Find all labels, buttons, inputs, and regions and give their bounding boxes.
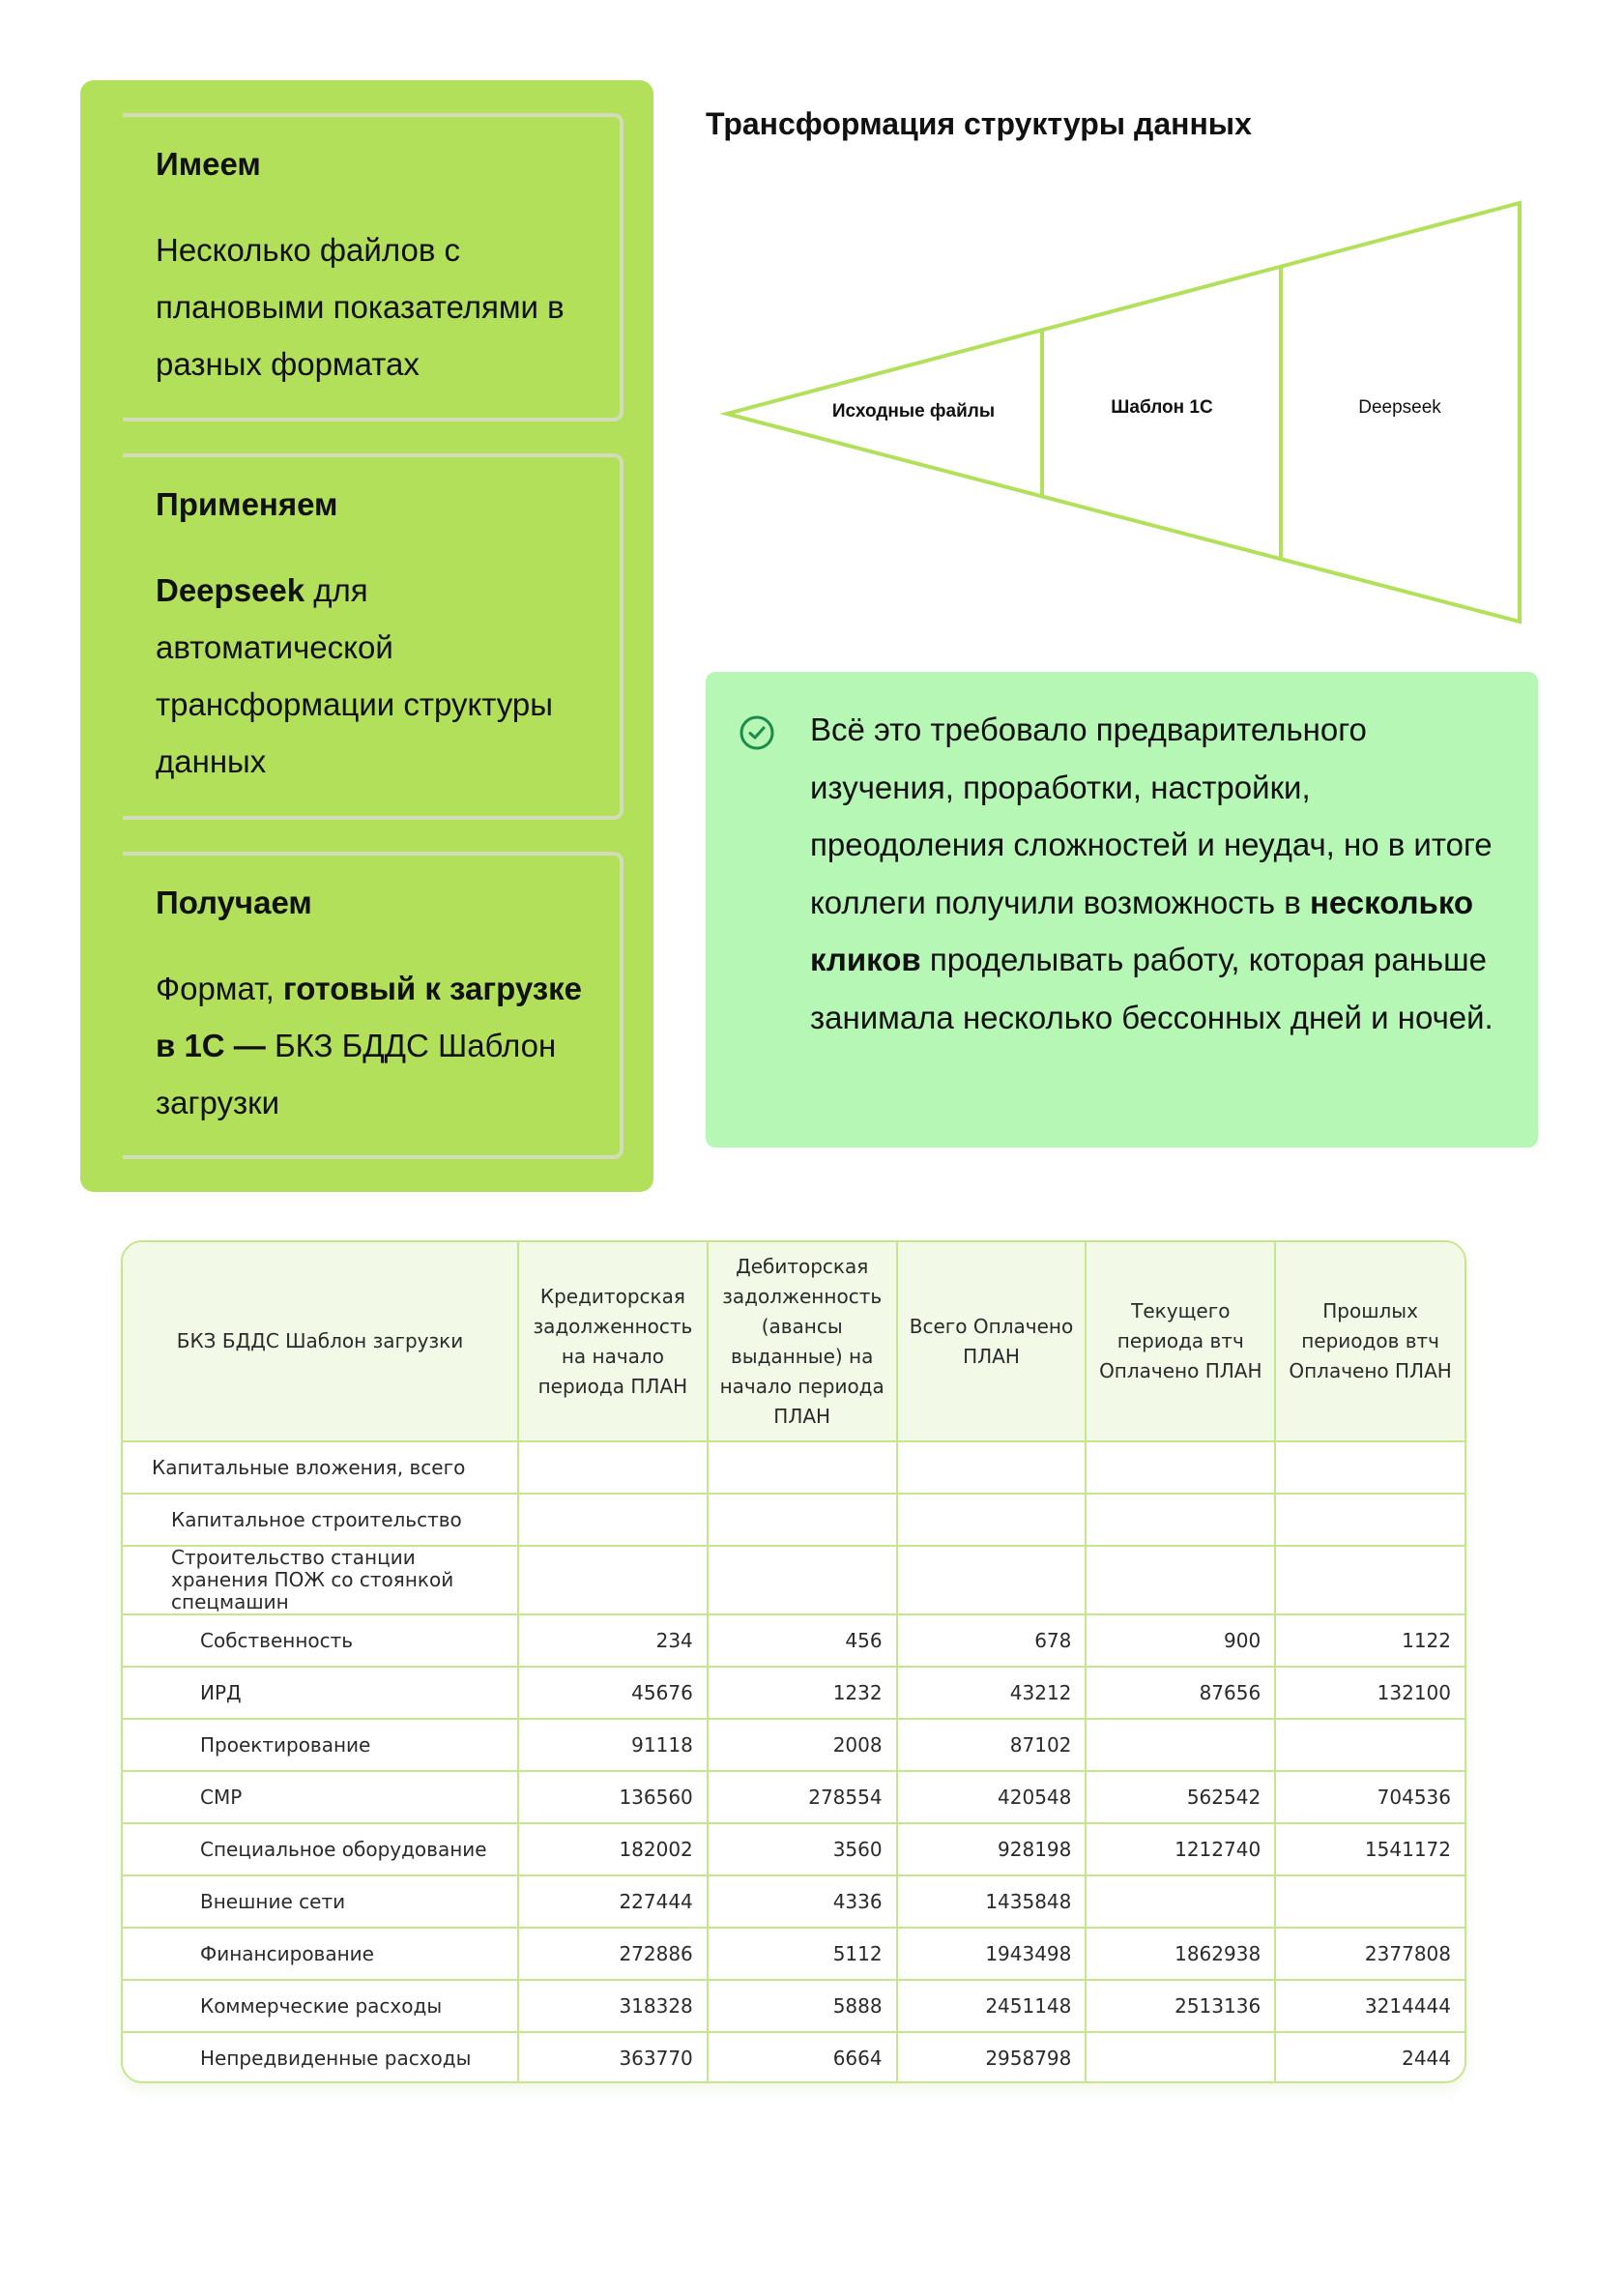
- cell: [708, 1441, 897, 1494]
- cell: 1435848: [897, 1875, 1087, 1928]
- cell: 87102: [897, 1719, 1087, 1771]
- cell: 928198: [897, 1823, 1087, 1875]
- cell: 278554: [708, 1771, 897, 1823]
- row-label: Собственность: [123, 1614, 518, 1667]
- cell: 1122: [1275, 1614, 1464, 1667]
- header-cell: Кредиторская задолженность на начало периода ПЛАН: [518, 1242, 708, 1441]
- cell: 363770: [518, 2032, 708, 2083]
- card-text: [156, 960, 600, 1131]
- row-label: Проектирование: [123, 1719, 518, 1771]
- row-label: Внешние сети: [123, 1875, 518, 1928]
- card-apply: [123, 453, 624, 820]
- left-summary-panel: [80, 80, 653, 1192]
- cell: 2377808: [1275, 1928, 1464, 1980]
- cell: [897, 1494, 1087, 1546]
- table-header-row: [123, 1242, 1464, 1441]
- table-row: [123, 1823, 1464, 1875]
- cell: 704536: [1275, 1771, 1464, 1823]
- row-label: Строительство станции хранения ПОЖ со стоянкой спецмашин: [123, 1546, 518, 1614]
- row-label: Капитальное строительство: [123, 1494, 518, 1546]
- cell: [1275, 1494, 1464, 1546]
- cell: 87656: [1086, 1667, 1275, 1719]
- cell: [708, 1494, 897, 1546]
- cell: 5112: [708, 1928, 897, 1980]
- card-text: [156, 562, 600, 790]
- cell: 6664: [708, 2032, 897, 2083]
- cell: 456: [708, 1614, 897, 1667]
- result-callout: [706, 672, 1538, 1148]
- cell: 4336: [708, 1875, 897, 1928]
- cell: 420548: [897, 1771, 1087, 1823]
- callout-text-pre: Всё это требовало предварительного изучения, проработки, настройки, преодоления сложностей и неудач, но в итоге коллеги получили возможность в: [810, 712, 1493, 920]
- table-row: [123, 1667, 1464, 1719]
- table-row: [123, 1546, 1464, 1614]
- cell: [1275, 1441, 1464, 1494]
- cell: 91118: [518, 1719, 708, 1771]
- cell: [518, 1494, 708, 1546]
- row-label: Финансирование: [123, 1928, 518, 1980]
- cell: 136560: [518, 1771, 708, 1823]
- cell: [1086, 1719, 1275, 1771]
- row-label: Коммерческие расходы: [123, 1980, 518, 2032]
- table-row: [123, 2032, 1464, 2083]
- table-row: [123, 1719, 1464, 1771]
- cell: 2513136: [1086, 1980, 1275, 2032]
- callout-text-post: проделывать работу, которая раньше занимала несколько бессонных дней и ночей.: [810, 942, 1494, 1035]
- cell: 562542: [1086, 1771, 1275, 1823]
- cell: 234: [518, 1614, 708, 1667]
- cell: [897, 1441, 1087, 1494]
- cell: 182002: [518, 1823, 708, 1875]
- cell: [1275, 1719, 1464, 1771]
- check-circle-icon: [739, 714, 775, 751]
- cell: 318328: [518, 1980, 708, 2032]
- bdds-template-table: [121, 1240, 1466, 2083]
- table-row: [123, 1928, 1464, 1980]
- card-have: [123, 113, 624, 421]
- cell: 132100: [1275, 1667, 1464, 1719]
- cell: [1275, 1875, 1464, 1928]
- header-cell: Прошлых периодов втч Оплачено ПЛАН: [1275, 1242, 1464, 1441]
- cell: [1086, 1441, 1275, 1494]
- cell: 272886: [518, 1928, 708, 1980]
- funnel-stage-deepseek: Deepseek: [1358, 397, 1441, 418]
- card-get: [123, 852, 624, 1159]
- cell: 2444: [1275, 2032, 1464, 2083]
- cell: 1232: [708, 1667, 897, 1719]
- cell: 227444: [518, 1875, 708, 1928]
- cell: 1541172: [1275, 1823, 1464, 1875]
- table-row: [123, 1980, 1464, 2032]
- cell: 2958798: [897, 2032, 1087, 2083]
- cell: [1086, 1546, 1275, 1614]
- cell: 43212: [897, 1667, 1087, 1719]
- card-text-bold: Deepseek: [156, 572, 305, 608]
- card-title: Применяем: [156, 486, 338, 522]
- cell: [518, 1546, 708, 1614]
- cell: [1086, 1494, 1275, 1546]
- table-row: [123, 1875, 1464, 1928]
- cell: 678: [897, 1614, 1087, 1667]
- row-label: Непредвиденные расходы: [123, 2032, 518, 2083]
- card-text-rest: БКЗ БДДС Шаблон загрузки: [156, 1028, 557, 1120]
- card-title: Имеем: [156, 146, 261, 182]
- cell: 45676: [518, 1667, 708, 1719]
- row-label: СМР: [123, 1771, 518, 1823]
- cell: [1275, 1546, 1464, 1614]
- header-cell: БКЗ БДДС Шаблон загрузки: [123, 1242, 518, 1441]
- table-row: [123, 1771, 1464, 1823]
- diagram-title: Трансформация структуры данных: [706, 106, 1252, 141]
- row-label: Специальное оборудование: [123, 1823, 518, 1875]
- cell: 3214444: [1275, 1980, 1464, 2032]
- callout-text: [810, 701, 1499, 1046]
- cell: 900: [1086, 1614, 1275, 1667]
- table-row: [123, 1494, 1464, 1546]
- row-label: Капитальные вложения, всего: [123, 1441, 518, 1494]
- cell: [518, 1441, 708, 1494]
- funnel-stage-1c-template: Шаблон 1С: [1111, 397, 1213, 418]
- card-title: Получаем: [156, 885, 312, 920]
- header-cell: Текущего периода втч Оплачено ПЛАН: [1086, 1242, 1275, 1441]
- funnel-stage-source-files: Исходные файлы: [831, 401, 996, 421]
- cell: 5888: [708, 1980, 897, 2032]
- cell: [1086, 2032, 1275, 2083]
- table-row: [123, 1441, 1464, 1494]
- header-cell: Дебиторская задолженность (авансы выданные) на начало периода ПЛАН: [708, 1242, 897, 1441]
- cell: 2008: [708, 1719, 897, 1771]
- funnel-diagram: [715, 193, 1537, 638]
- card-text: Несколько файлов с плановыми показателями в разных форматах: [156, 232, 565, 382]
- card-text-pre: Формат,: [156, 971, 283, 1006]
- callout-text-bold: несколько кликов: [810, 884, 1474, 977]
- header-cell: Всего Оплачено ПЛАН: [897, 1242, 1087, 1441]
- cell: 1943498: [897, 1928, 1087, 1980]
- cell: 3560: [708, 1823, 897, 1875]
- card-text-rest: для автоматической трансформации структуры данных: [156, 572, 553, 779]
- table-row: [123, 1614, 1464, 1667]
- cell: 1212740: [1086, 1823, 1275, 1875]
- row-label: ИРД: [123, 1667, 518, 1719]
- cell: [708, 1546, 897, 1614]
- card-text-bold: готовый к загрузке в 1С —: [156, 971, 583, 1063]
- cell: [897, 1546, 1087, 1614]
- cell: 2451148: [897, 1980, 1087, 2032]
- cell: 1862938: [1086, 1928, 1275, 1980]
- cell: [1086, 1875, 1275, 1928]
